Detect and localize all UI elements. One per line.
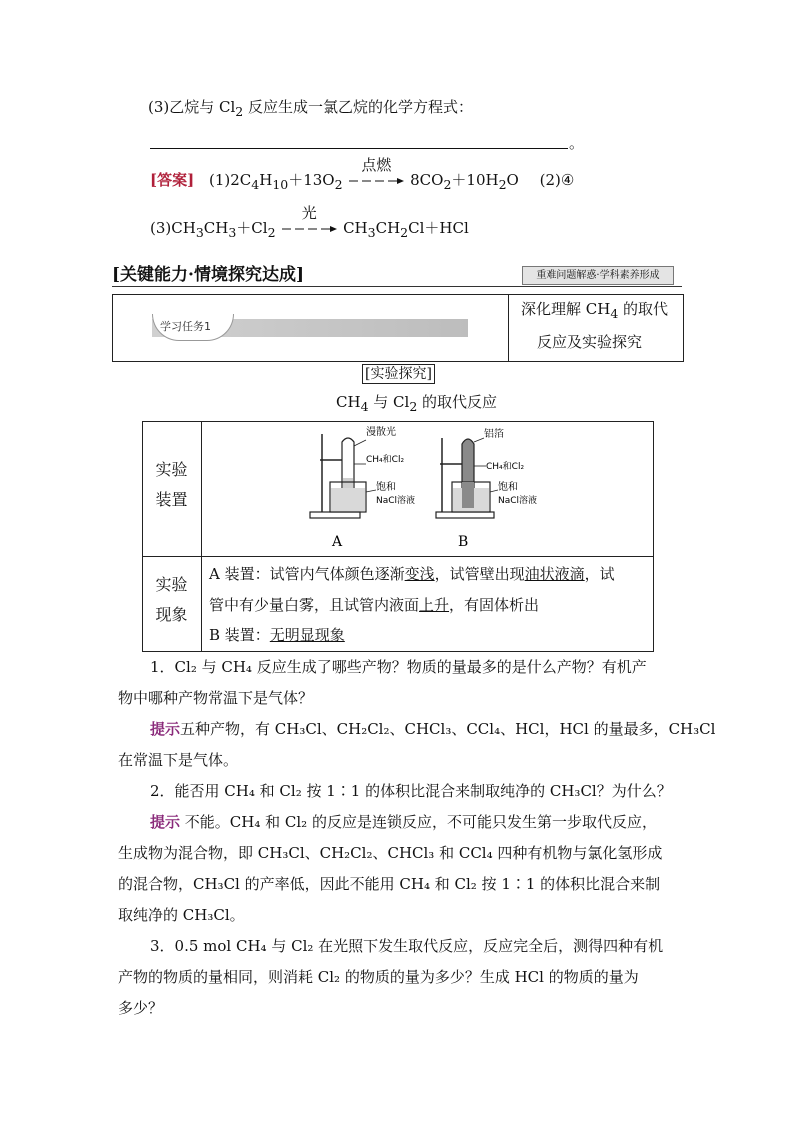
q3-prefix: (3)	[148, 98, 170, 116]
eq1-s5: 2	[498, 177, 507, 192]
row1-label-2: 装置	[155, 490, 188, 509]
eq3-s2: 3	[228, 225, 237, 240]
obs-b-1: B 装置：	[209, 626, 270, 644]
h2-line1	[118, 807, 715, 838]
q3-rest: 反应生成一氯乙烷的化学方程式：	[243, 98, 474, 116]
eq1-o: O	[506, 171, 519, 189]
eq3-s4: 3	[367, 225, 376, 240]
obs-a-2: ，试管壁出现	[434, 565, 525, 583]
obs-a2-2: ，有固体析出	[449, 596, 540, 614]
section-divider	[112, 286, 682, 287]
hint-label-2: 提示	[150, 813, 181, 831]
obs-a-1: A 装置：试管内气体颜色逐渐	[209, 565, 405, 583]
hint-label-1: 提示	[150, 720, 181, 738]
eq1-mid: ＋13O	[288, 171, 335, 189]
condition-light: 光	[301, 204, 317, 222]
end-mark: 。	[569, 134, 585, 152]
experiment-caption	[336, 392, 497, 417]
row1-label-1: 实验	[155, 460, 188, 479]
q3-line2: 产物的物质的量相同，则消耗 Cl₂ 的物质的量为多少？生成 HCl 的物质的量为	[118, 968, 639, 986]
section-subtitle: 重难问题解惑·学科素养形成	[522, 266, 674, 285]
h1-line2: 在常温下是气体。	[118, 751, 239, 769]
obs-a-line2	[209, 590, 615, 621]
obs-a2-1: 管中有少量白雾，且试管内液面	[209, 596, 420, 614]
reaction-arrow-1	[347, 156, 405, 191]
observation-text	[209, 559, 615, 649]
obs-a-u1: 变浅	[404, 565, 435, 583]
eq3-s5: 2	[400, 225, 409, 240]
apparatus-a	[310, 425, 415, 518]
eq3-a: (3)CH	[150, 219, 196, 237]
question-3-line	[148, 97, 473, 122]
task-title-a: 深化理解 CH	[521, 300, 611, 318]
q2-line: 2．能否用 CH₄ 和 Cl₂ 按 1∶1 的体积比混合来制取纯净的 CH₃Cl？为什么？	[150, 782, 672, 800]
eq3-p3: Cl＋HCl	[408, 219, 469, 237]
h1-line1	[118, 714, 715, 745]
eq3-s1: 3	[195, 225, 204, 240]
label-b-sol2: NaCl溶液	[498, 496, 538, 506]
reaction-arrow-2	[280, 204, 338, 239]
apparatus-b	[436, 427, 537, 518]
eq1-s4: 2	[443, 177, 452, 192]
answer-line-1	[150, 156, 575, 195]
cap-c: 的取代反应	[417, 393, 498, 411]
label-a-gas: CH₄和Cl₂	[366, 455, 405, 465]
obs-b-line	[209, 621, 615, 649]
eq3-p1: CH	[343, 219, 368, 237]
answer-line-3	[150, 204, 469, 243]
eq3-cl: ＋Cl	[236, 219, 268, 237]
eq1-s1: 4	[251, 177, 260, 192]
label-a-light: 漫散光	[366, 427, 396, 438]
table-col-divider	[201, 421, 202, 651]
questions-block	[118, 652, 715, 1024]
obs-a-u2: 油状液滴	[524, 565, 585, 583]
q1-line2: 物中哪种产物常温下是气体？	[118, 689, 314, 707]
cap-s1: 4	[360, 399, 369, 414]
eq1-a: (1)2C	[208, 171, 252, 189]
label-b: B	[458, 534, 469, 550]
q3-line1: 3．0.5 mol CH₄ 与 Cl₂ 在光照下发生取代反应，反应完全后，测得四种有机	[150, 937, 664, 955]
task-title-sub: 4	[610, 306, 619, 321]
row2-label-2: 现象	[155, 605, 188, 624]
answer-2: (2)④	[539, 171, 575, 189]
condition-ignite: 点燃	[361, 156, 392, 174]
h2-line4: 取纯净的 CH₃Cl。	[118, 906, 245, 924]
label-b-sol1: 饱和	[498, 482, 518, 493]
q3-text: 乙烷与 Cl	[169, 98, 236, 116]
row2-label	[142, 570, 201, 630]
answer-tag: [答案]	[150, 171, 195, 189]
section-title: [关键能力·情境探究达成]	[112, 265, 305, 285]
label-a-sol1: 饱和	[376, 482, 396, 493]
label-a-sol2: NaCl溶液	[376, 496, 416, 506]
eq1-s3: 2	[334, 177, 343, 192]
h2-line3: 的混合物，CH₃Cl 的产率低，因此不能用 CH₄ 和 Cl₂ 按 1∶1 的体积比混合来制	[118, 875, 661, 893]
eq1-end: ＋10H	[451, 171, 499, 189]
obs-a-3: ，试	[584, 565, 615, 583]
cap-b: 与 Cl	[368, 393, 410, 411]
eq1-prod: 8CO	[410, 171, 444, 189]
obs-a-u3: 上升	[419, 596, 450, 614]
label-b-gas: CH₄和Cl₂	[486, 462, 525, 472]
experiment-tag: [实验探究]	[362, 364, 435, 384]
label-a: A	[332, 534, 343, 550]
eq3-p2: CH	[375, 219, 401, 237]
task-title-line1	[521, 299, 668, 324]
eq1-h: H	[259, 171, 273, 189]
task-title-b: 的取代	[618, 300, 669, 318]
arrow-icon	[280, 225, 338, 233]
cap-s2: 2	[409, 399, 418, 414]
q3-line3: 多少？	[118, 999, 164, 1017]
row1-label	[142, 455, 201, 515]
h1-text: 五种产物，有 CH₃Cl、CH₂Cl₂、CHCl₃、CCl₄、HCl，HCl 的量最多，CH₃Cl	[180, 720, 716, 738]
q3-sub: 2	[235, 104, 244, 119]
answer-blank-line	[150, 148, 568, 149]
eq3-s3: 2	[267, 225, 276, 240]
eq3-ch: CH	[203, 219, 229, 237]
q1-line1: 1．Cl₂ 与 CH₄ 反应生成了哪些产物？物质的量最多的是什么产物？有机产	[150, 658, 647, 676]
h2-line2: 生成物为混合物，即 CH₃Cl、CH₂Cl₂、CHCl₃ 和 CCl₄ 四种有机物与氯化氢形成	[118, 844, 663, 862]
obs-b-u: 无明显现象	[269, 626, 345, 644]
task-box-divider	[508, 294, 509, 361]
arrow-icon	[347, 177, 405, 185]
h2-text: 不能。CH₄ 和 Cl₂ 的反应是连锁反应，不可能只发生第一步取代反应，	[180, 813, 657, 831]
row2-label-1: 实验	[155, 575, 188, 594]
task-title-line2: 反应及实验探究	[537, 333, 643, 351]
cap-a: CH	[336, 393, 361, 411]
label-b-foil: 铝箔	[484, 429, 504, 440]
task-badge: 学习任务1	[160, 320, 211, 333]
table-row-divider	[142, 556, 653, 557]
apparatus-figure	[300, 424, 560, 554]
eq1-s2: 10	[272, 177, 289, 192]
obs-a-line1	[209, 559, 615, 590]
